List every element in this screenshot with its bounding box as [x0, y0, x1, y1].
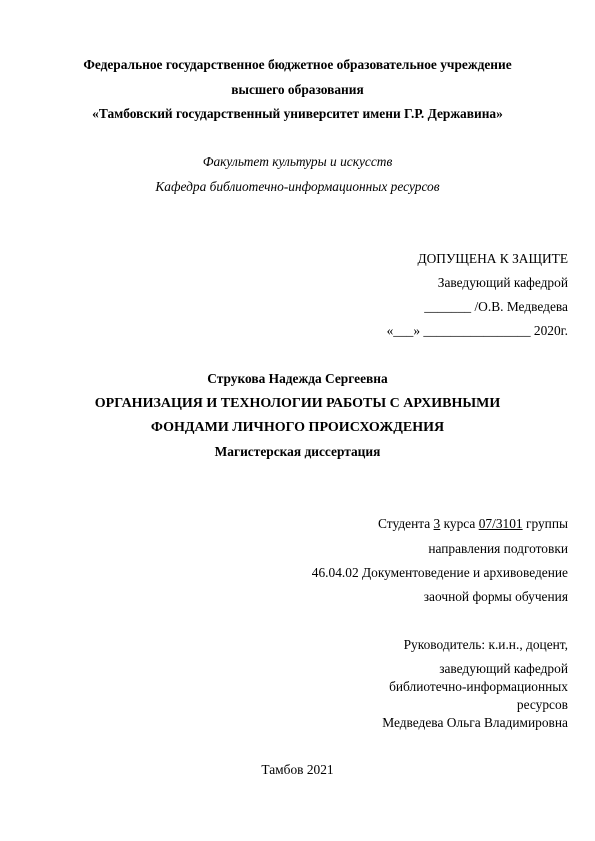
admitted-to-defense: ДОПУЩЕНА К ЗАЩИТЕ	[417, 251, 568, 266]
author-name: Струкова Надежда Сергеевна	[207, 371, 388, 386]
institution-line-3: «Тамбовский государственный университет имени Г.Р. Державина»	[92, 106, 503, 121]
student-course-group	[378, 516, 568, 532]
head-signature-line: _______ /О.В. Медведева	[424, 299, 568, 314]
direction-code-name: 46.04.02 Документоведение и архивоведение	[311, 565, 568, 580]
approval-date-line: «___» ________________ 2020г.	[386, 323, 568, 338]
thesis-title-line-1: ОРГАНИЗАЦИЯ И ТЕХНОЛОГИИ РАБОТЫ С АРХИВНЫМИ	[94, 396, 501, 411]
head-of-department-title: Заведующий кафедрой	[437, 275, 568, 290]
thesis-type: Магистерская диссертация	[214, 444, 381, 459]
supervisor-department-line-1: библиотечно-информационных	[389, 679, 568, 694]
supervisor-position: заведующий кафедрой	[439, 661, 568, 676]
study-form: заочной формы обучения	[423, 589, 568, 604]
direction-label: направления подготовки	[428, 541, 568, 556]
faculty-name: Факультет культуры и искусств	[202, 154, 393, 169]
group-number: 07/3101	[478, 516, 523, 531]
student-prefix: Студента	[378, 516, 434, 531]
group-suffix: группы	[522, 516, 568, 531]
course-number: 3	[433, 516, 441, 531]
institution-line-1: Федеральное государственное бюджетное образовательное учреждение	[83, 57, 512, 72]
supervisor-name: Медведева Ольга Владимировна	[382, 715, 568, 730]
department-name: Кафедра библиотечно-информационных ресурсов	[155, 179, 440, 194]
institution-line-2: высшего образования	[231, 82, 364, 97]
supervisor-title: Руководитель: к.и.н., доцент,	[403, 637, 568, 652]
city-year: Тамбов 2021	[261, 762, 334, 777]
course-suffix: курса	[440, 516, 479, 531]
supervisor-department-line-2: ресурсов	[516, 697, 568, 712]
thesis-title-line-2: ФОНДАМИ ЛИЧНОГО ПРОИСХОЖДЕНИЯ	[150, 420, 445, 435]
